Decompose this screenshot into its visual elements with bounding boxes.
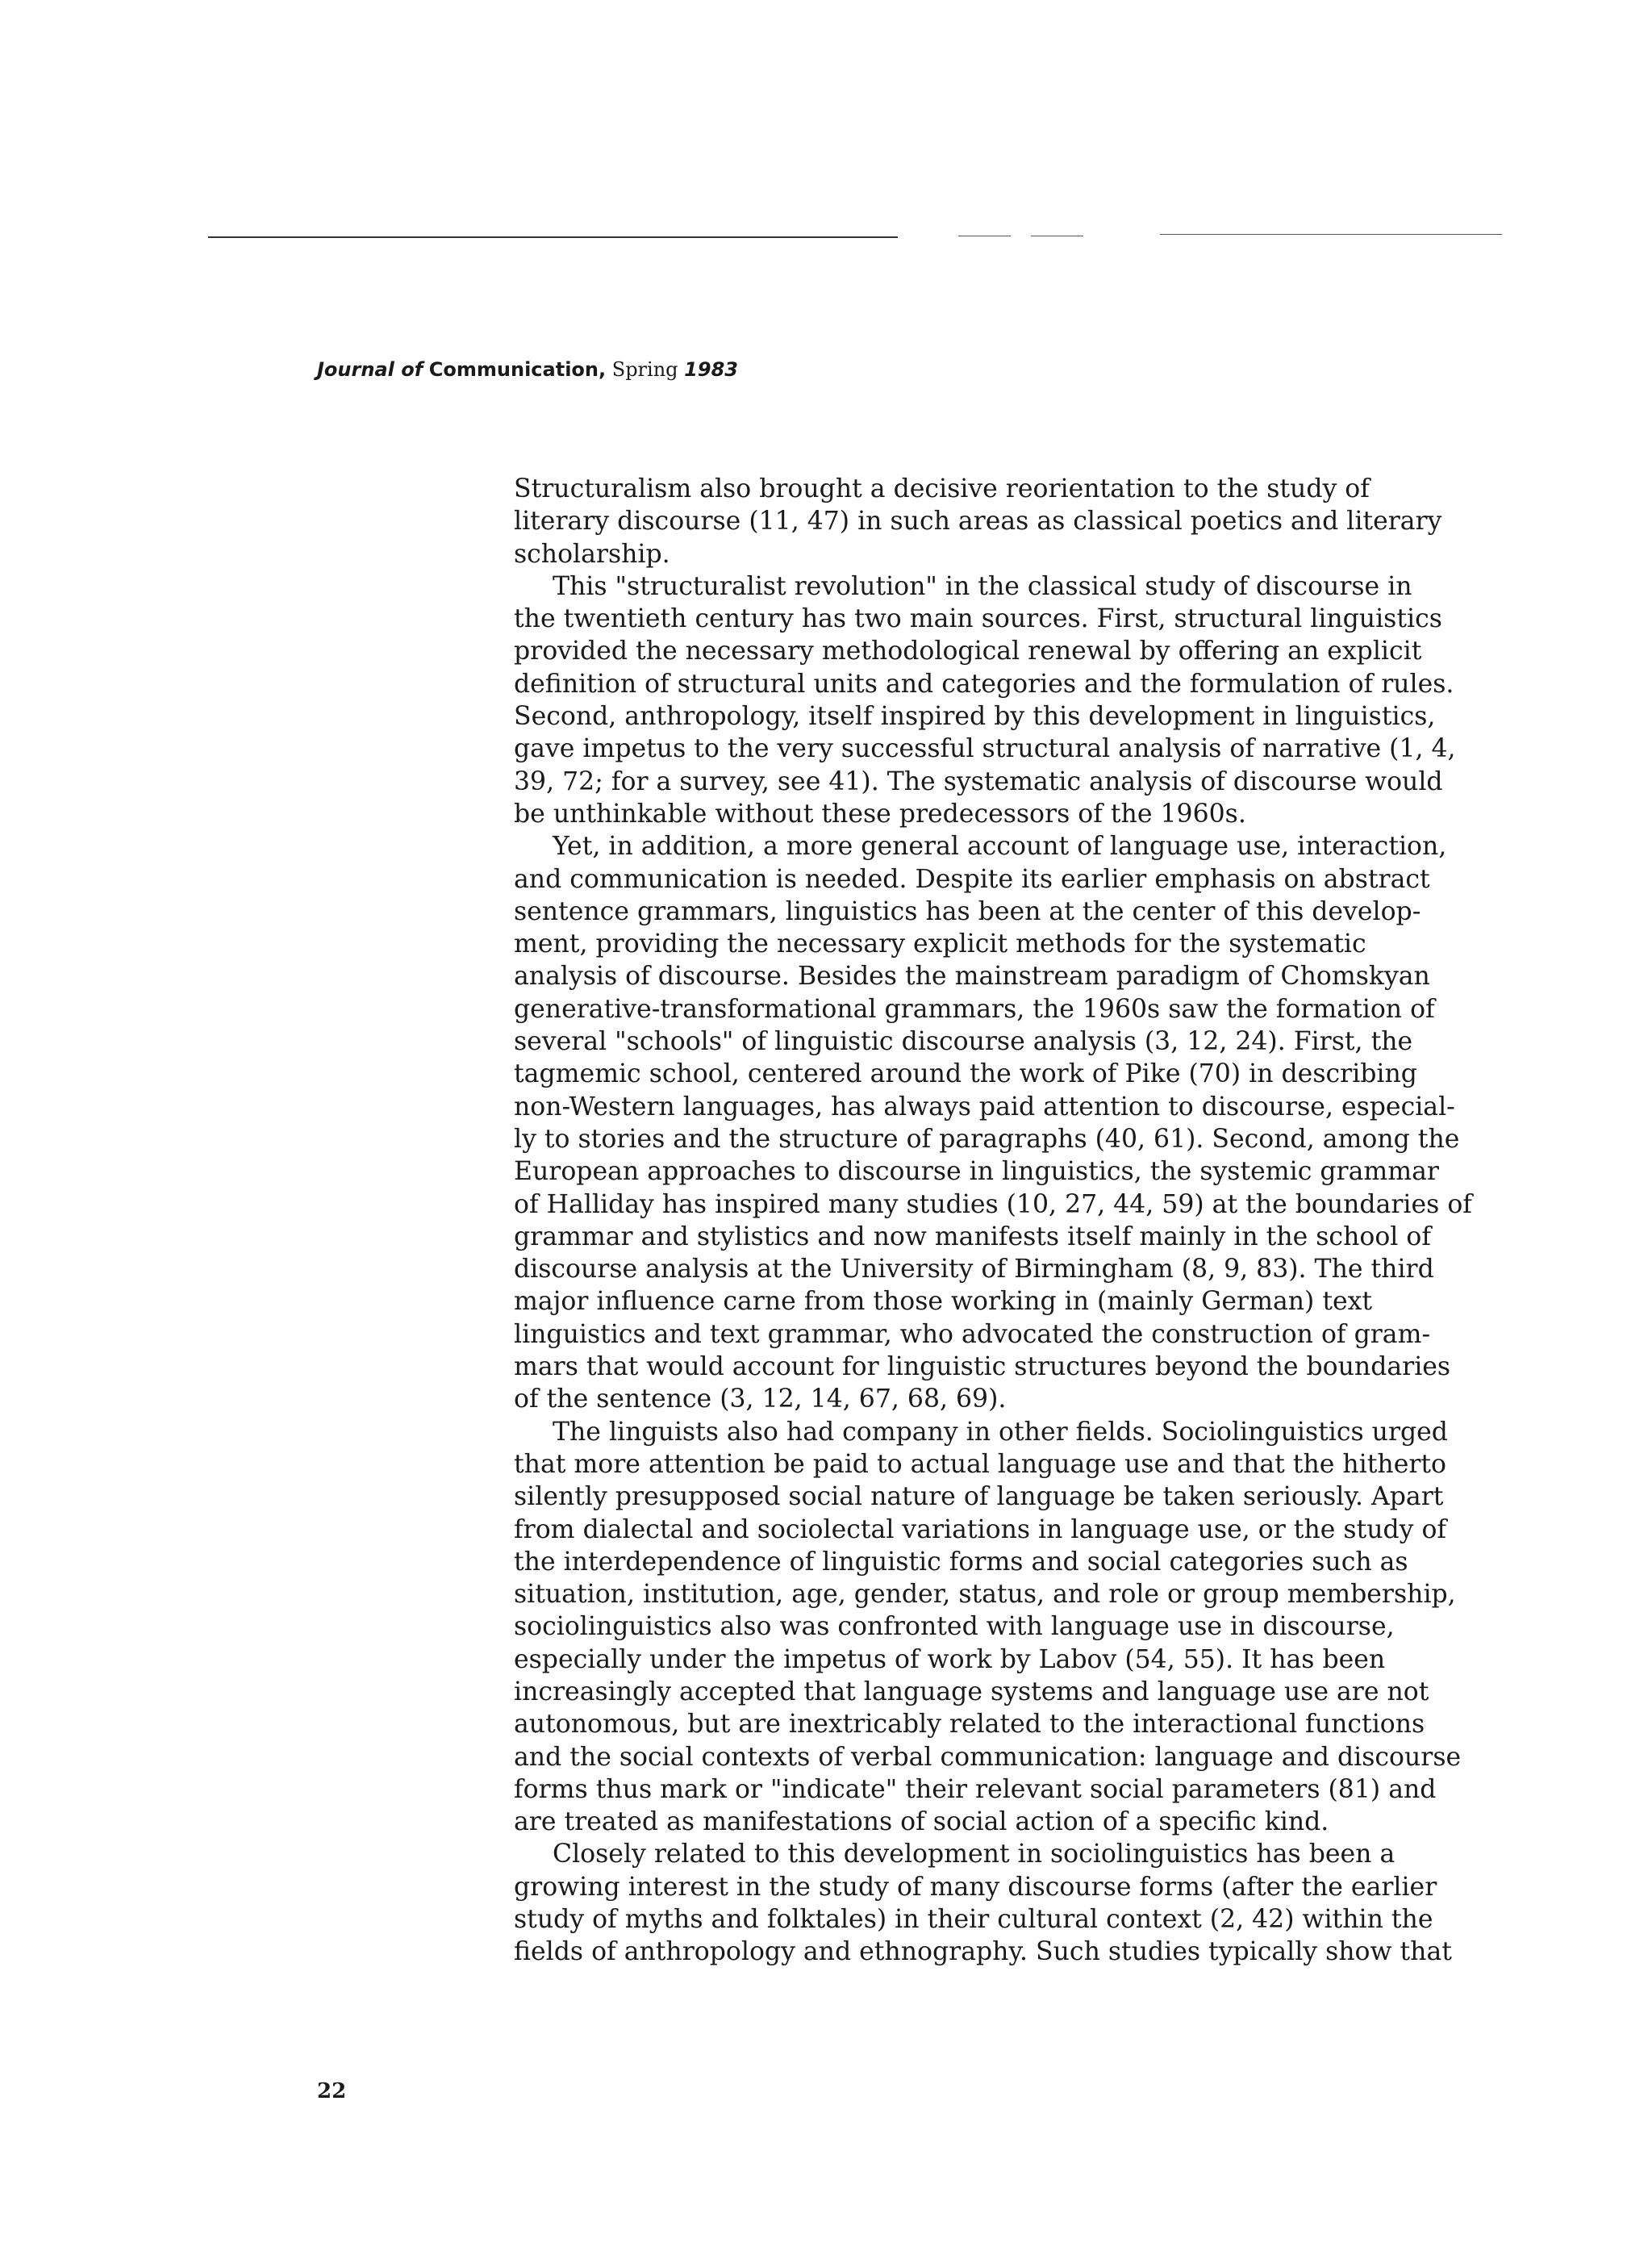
paragraph — [514, 1416, 1462, 1839]
text-line: mars that would account for linguistic structures beyond the boundaries — [514, 1352, 1451, 1382]
text-line: that more attention be paid to actual language use and that the hitherto — [514, 1449, 1447, 1479]
text-line: non-Western languages, has always paid attention to discourse, especial- — [514, 1092, 1455, 1121]
text-line: and the social contexts of verbal communication: language and discourse — [514, 1742, 1462, 1772]
paragraph — [514, 570, 1456, 830]
text-line: linguistics and text grammar, who advocated the construction of gram- — [514, 1319, 1431, 1349]
text-line: autonomous, but are inextricably related to the interactional functions — [514, 1710, 1425, 1740]
text-line: analysis of discourse. Besides the mainstream paradigm of Chomskyan — [514, 962, 1430, 992]
text-line: the twentieth century has two main sources. First, structural linguistics — [514, 604, 1442, 634]
running-head-season: Spring — [611, 358, 678, 381]
text-line: generative-transformational grammars, the 1960s saw the formation of — [514, 994, 1435, 1024]
text-line: The linguists also had company in other fields. Sociolinguistics urged — [553, 1417, 1448, 1447]
running-head-year: 1983 — [684, 358, 738, 381]
text-line: sociolinguistics also was confronted with language use in discourse, — [514, 1612, 1395, 1642]
text-line: several "schools" of linguistic discourse analysis (3, 12, 24). First, the — [514, 1027, 1413, 1057]
text-line: 39, 72; for a survey, see 41). The systematic analysis of discourse would — [514, 766, 1443, 796]
text-line: forms thus mark or "indicate" their relevant social parameters (81) and — [514, 1774, 1437, 1804]
text-line: Yet, in addition, a more general account of language use, interaction, — [553, 832, 1447, 862]
text-line: scholarship. — [514, 539, 670, 569]
text-line: discourse analysis at the University of Birmingham (8, 9, 83). The third — [514, 1255, 1434, 1284]
running-head-name: Communication, — [428, 358, 607, 381]
text-line: growing interest in the study of many discourse forms (after the earlier — [514, 1872, 1437, 1902]
text-line: European approaches to discourse in linguistics, the systemic grammar — [514, 1157, 1439, 1187]
text-line: and communication is needed. Despite its earlier emphasis on abstract — [514, 864, 1430, 894]
text-line: from dialectal and sociolectal variations in language use, or the study of — [514, 1514, 1447, 1544]
text-line: gave impetus to the very successful structural analysis of narrative (1, 4, — [514, 734, 1456, 764]
text-line: tagmemic school, centered around the work of Pike (70) in describing — [514, 1059, 1417, 1089]
page-number: 22 — [317, 2079, 347, 2103]
text-line: fields of anthropology and ethnography. Such studies typically show that — [514, 1937, 1452, 1967]
text-line: of the sentence (3, 12, 14, 67, 68, 69). — [514, 1385, 1007, 1414]
text-line: study of myths and folktales) in their cultural context (2, 42) within the — [514, 1905, 1433, 1935]
text-line: Closely related to this development in sociolinguistics has been a — [553, 1840, 1395, 1869]
paragraph — [514, 1838, 1452, 1968]
text-line: Structuralism also brought a decisive reorientation to the study of — [514, 474, 1370, 503]
text-line: definition of structural units and categories and the formulation of rules. — [514, 669, 1454, 699]
text-line: are treated as manifestations of social action of a specific kind. — [514, 1807, 1329, 1837]
top-rule-left — [208, 236, 898, 238]
text-line: situation, institution, age, gender, status, and role or group membership, — [514, 1580, 1456, 1610]
text-line: increasingly accepted that language systems and language use are not — [514, 1677, 1429, 1706]
text-line: provided the necessary methodological renewal by offering an explicit — [514, 637, 1422, 666]
text-line: ly to stories and the structure of paragraphs (40, 61). Second, among the — [514, 1124, 1460, 1154]
text-line: sentence grammars, linguistics has been at the center of this develop- — [514, 896, 1421, 926]
article-body — [514, 473, 1472, 1969]
text-line: be unthinkable without these predecessors of the 1960s. — [514, 799, 1246, 829]
text-line: Second, anthropology, itself inspired by this development in linguistics, — [514, 702, 1436, 732]
text-line: ment, providing the necessary explicit methods for the systematic — [514, 929, 1366, 959]
paragraph — [514, 830, 1472, 1415]
text-line: This "structuralist revolution" in the classical study of discourse in — [553, 571, 1412, 601]
running-head — [317, 358, 738, 381]
text-line: of Halliday has inspired many studies (10, 27, 44, 59) at the boundaries of — [514, 1189, 1472, 1219]
text-line: major influence carne from those working in (mainly German) text — [514, 1287, 1373, 1317]
paragraph — [514, 473, 1442, 570]
text-line: silently presupposed social nature of language be taken seriously. Apart — [514, 1482, 1444, 1512]
text-line: the interdependence of linguistic forms and social categories such as — [514, 1547, 1408, 1577]
top-rule-right — [1160, 234, 1502, 235]
text-line: grammar and stylistics and now manifests itself mainly in the school of — [514, 1222, 1431, 1251]
text-line: especially under the impetus of work by Labov (54, 55). It has been — [514, 1644, 1386, 1674]
text-line: literary discourse (11, 47) in such areas as classical poetics and literary — [514, 507, 1442, 537]
running-head-journal: Journal of — [317, 358, 423, 381]
